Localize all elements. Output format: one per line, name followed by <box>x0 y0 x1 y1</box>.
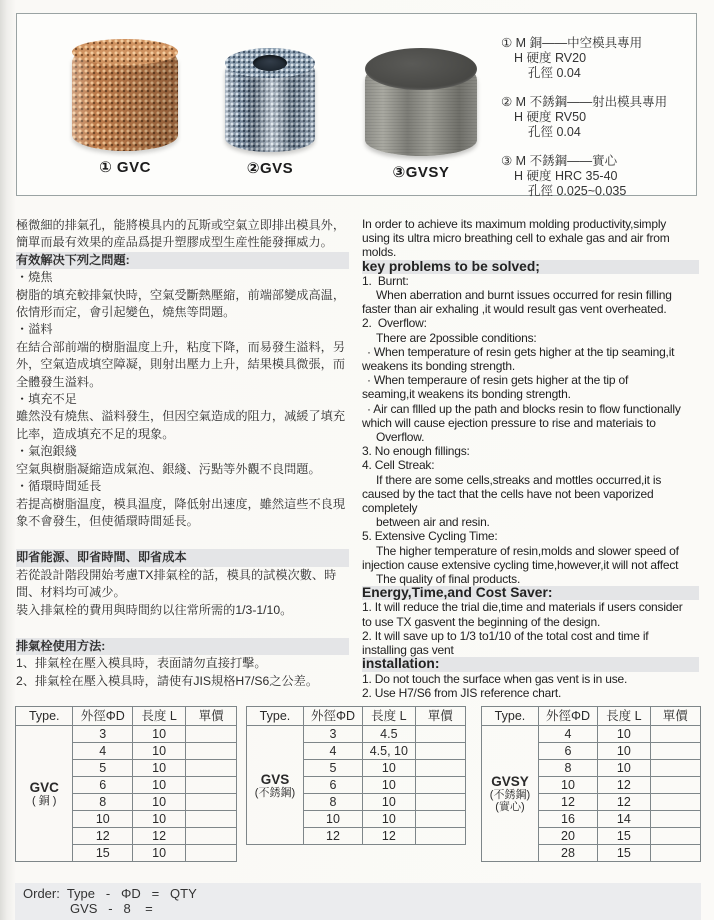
diameter-cell: 28 <box>538 845 597 862</box>
price-cell <box>650 777 700 794</box>
price-cell <box>186 845 237 862</box>
text-line: In order to achieve its maximum molding productivity,simply <box>362 217 667 231</box>
text-line: 2、排氣栓在壓入模具時，請使有JIS規格H7/S6之公差。 <box>16 673 319 688</box>
length-cell: 10 <box>133 845 186 862</box>
diameter-cell: 8 <box>538 760 597 777</box>
diameter-cell: 16 <box>538 811 597 828</box>
text-line: to use TX gasvent the beginning of the design. <box>362 614 601 629</box>
text-line: molds. <box>362 245 397 260</box>
text-line: · When temperaure of resin gets higher at the tip of <box>367 373 629 388</box>
type-code: GVSY <box>491 774 529 789</box>
text-line: 4. Cell Streak: <box>362 458 435 473</box>
product-gvsy <box>365 48 477 181</box>
spec-note-pore-size: 孔徑 0.04 <box>528 66 581 80</box>
price-cell <box>186 811 237 828</box>
chinese-text-column <box>16 217 349 690</box>
column-header: 長度 L <box>363 707 416 726</box>
length-cell: 12 <box>598 777 651 794</box>
product-label-gvc: ① GVC <box>99 159 151 176</box>
text-line: 1、排氣栓在壓入模具時，表面請勿直接打擊。 <box>16 656 267 671</box>
text-line: 極微細的排氣孔，能將模具内的瓦斯或空氣立即排出模具外， <box>16 218 346 232</box>
diameter-cell: 6 <box>73 777 133 794</box>
price-cell <box>650 811 700 828</box>
section-heading: 排氣栓使用方法: <box>16 638 349 655</box>
length-cell: 4.5, 10 <box>363 743 416 760</box>
text-line: 樹脂的填充較排氣快時，空氣受斷熱壓縮，前端部變成高温， <box>16 287 346 302</box>
diameter-cell: 12 <box>73 828 133 845</box>
table-row <box>482 726 701 743</box>
text-line: ・溢料 <box>16 322 53 337</box>
gvc-cylinder-body <box>72 51 178 151</box>
spec-note <box>501 95 697 140</box>
diameter-cell: 4 <box>73 743 133 760</box>
gvs-center-hole <box>253 55 287 71</box>
column-header: 外徑ΦD <box>538 707 597 726</box>
text-line: 5. Extensive Cycling Time: <box>362 529 498 544</box>
text-line: 2. Use H7/S6 from JIS reference chart. <box>362 685 562 700</box>
text-line: 在結合部前端的樹脂温度上升，粘度下降，而易發生溢料，另 <box>16 339 346 354</box>
spec-note-hardness: H 硬度 RV50 <box>514 110 587 124</box>
spec-note-hardness: H 硬度 RV20 <box>514 51 587 65</box>
product-label-gvsy: ③GVSY <box>392 164 450 181</box>
text-line: The quality of final products. <box>376 572 521 587</box>
gvc-cylinder-top <box>72 39 178 65</box>
diameter-cell: 6 <box>303 777 362 794</box>
text-line: weakens its bonding strength. <box>362 359 515 374</box>
text-line: 2. It will save up to 1/3 to1/10 of the total cost and time if <box>362 628 649 643</box>
length-cell: 10 <box>133 777 186 794</box>
text-line: 全體發生溢料。 <box>16 374 102 389</box>
length-cell: 10 <box>133 743 186 760</box>
text-line: ・燒焦 <box>16 270 53 285</box>
product-label-gvs: ②GVS <box>246 160 294 177</box>
price-cell <box>650 845 700 862</box>
length-cell: 10 <box>133 811 186 828</box>
type-material: (不銹鋼) <box>489 789 531 801</box>
column-header: 外徑ΦD <box>73 707 133 726</box>
diameter-cell: 12 <box>303 828 362 845</box>
spec-note-material: ② M 不銹鋼——射出模具專用 <box>501 95 668 109</box>
diameter-cell: 10 <box>538 777 597 794</box>
price-cell <box>650 760 700 777</box>
type-cell <box>482 726 539 862</box>
price-cell <box>415 828 465 845</box>
product-photo-panel <box>16 13 697 196</box>
type-material: ( 銅 ) <box>32 795 57 807</box>
section-heading: 有效解决下列之問題: <box>16 252 349 269</box>
product-gvc <box>72 39 178 176</box>
column-header: Type. <box>16 707 73 726</box>
column-header: 單價 <box>415 707 465 726</box>
diameter-cell: 12 <box>538 794 597 811</box>
text-line: 外，空氣造成填空障凝，則射出壓力上升，結果模具微張，而 <box>16 357 346 372</box>
order-format-line: Order: Type - ΦD = QTY <box>23 886 197 901</box>
spec-note-material: ③ M 不銹鋼——實心 <box>501 154 618 168</box>
text-line: There are 2possible conditions: <box>376 330 537 345</box>
text-line: 空氣與樹脂凝縮造成氣泡、銀綫、污點等外觀不良問題。 <box>16 461 321 476</box>
length-cell: 10 <box>133 760 186 777</box>
text-line: 比率，造成填充不足的現象。 <box>16 426 175 441</box>
text-line: · When temperature of resin gets higher at the tip seaming,it <box>367 344 675 359</box>
length-cell: 14 <box>598 811 651 828</box>
length-cell: 15 <box>598 845 651 862</box>
diameter-cell: 10 <box>73 811 133 828</box>
order-example-line: GVS - 8 = <box>70 901 153 916</box>
type-cell <box>16 726 73 862</box>
length-cell: 10 <box>363 811 416 828</box>
text-line: Overflow. <box>376 430 425 445</box>
price-cell <box>186 726 237 743</box>
text-line: If there are some cells,streaks and mottles occurred,it is <box>376 472 662 487</box>
price-cell <box>415 777 465 794</box>
text-line: 1. Burnt: <box>362 273 409 288</box>
diameter-cell: 4 <box>303 743 362 760</box>
spec-table <box>246 706 466 845</box>
diameter-cell: 20 <box>538 828 597 845</box>
length-cell: 12 <box>363 828 416 845</box>
text-line: 1. Do not touch the surface when gas vent is in use. <box>362 671 628 686</box>
gvsy-solid-cylinder-image <box>365 48 477 156</box>
diameter-cell: 6 <box>538 743 597 760</box>
text-line: using its ultra micro breathing cell to exhale gas and air from <box>362 231 670 246</box>
text-line: 象不會發生，但使循環時間延長。 <box>16 513 199 528</box>
price-cell <box>186 794 237 811</box>
order-format-note <box>15 883 701 920</box>
spec-note-hardness: H 硬度 HRC 35-40 <box>514 169 618 183</box>
text-line: between air and resin. <box>376 515 490 530</box>
price-cell <box>650 743 700 760</box>
table-row <box>247 726 466 743</box>
price-cell <box>415 760 465 777</box>
length-cell: 10 <box>363 760 416 777</box>
text-line: faster than air exhaling ,it would result gas vent overheated. <box>362 302 667 317</box>
spec-table <box>481 706 701 862</box>
diameter-cell: 3 <box>303 726 362 743</box>
text-line: The higher temperature of resin,molds and slower speed of <box>376 543 679 558</box>
length-cell: 12 <box>598 794 651 811</box>
text-line: 裝入排氣栓的費用與時間約以往常所需的1/3-1/10。 <box>16 602 293 617</box>
type-code: GVS <box>260 771 290 787</box>
gvs-steel-cylinder-image <box>225 48 315 152</box>
price-cell <box>415 726 465 743</box>
text-line: ・氣泡銀綫 <box>16 444 77 459</box>
price-cell <box>650 794 700 811</box>
gvc-copper-cylinder-image <box>72 39 178 151</box>
length-cell: 4.5 <box>363 726 416 743</box>
text-line: 依情形而定，會引起變色，燒焦等問題。 <box>16 305 236 320</box>
column-header: 長度 L <box>598 707 651 726</box>
diameter-cell: 5 <box>73 760 133 777</box>
text-line: caused by the tact that the cells have not been vaporized <box>362 486 654 501</box>
spec-note-material: ① M 銅——中空模具專用 <box>501 36 643 50</box>
text-line: seaming,it weakens its bonding strength. <box>362 387 571 402</box>
column-header: 單價 <box>650 707 700 726</box>
diameter-cell: 3 <box>73 726 133 743</box>
diameter-cell: 10 <box>303 811 362 828</box>
price-cell <box>650 828 700 845</box>
spec-note-pore-size: 孔徑 0.025~0.035 <box>528 184 627 198</box>
price-cell <box>186 760 237 777</box>
column-header: 單價 <box>186 707 237 726</box>
text-line: completely <box>362 501 418 516</box>
spec-note <box>501 154 697 199</box>
text-line: 雖然没有燒焦、溢料發生，但因空氣造成的阻力，减緩了填充 <box>16 409 346 424</box>
column-header: 外徑ΦD <box>303 707 362 726</box>
section-heading: key problems to be solved; <box>362 260 699 274</box>
text-line: 間、材料均可减少。 <box>16 585 126 600</box>
length-cell: 10 <box>363 794 416 811</box>
spec-note-pore-size: 孔徑 0.04 <box>528 125 581 139</box>
text-line: which will cause ejection pressure to rise and materiais to <box>362 415 656 430</box>
column-header: 長度 L <box>133 707 186 726</box>
size-table-gvs <box>246 706 466 845</box>
price-cell <box>415 794 465 811</box>
material-spec-notes <box>501 36 697 213</box>
size-table-gvc <box>15 706 237 862</box>
table-row <box>16 726 237 743</box>
diameter-cell: 4 <box>538 726 597 743</box>
text-line: 簡單而最有效果的産品爲提升塑膠成型生産性能發揮威力。 <box>16 235 333 250</box>
length-cell: 10 <box>133 726 186 743</box>
length-cell: 10 <box>598 726 651 743</box>
length-cell: 10 <box>363 777 416 794</box>
type-code: GVC <box>29 780 59 795</box>
product-gvs <box>225 48 315 177</box>
type-material: (實心) <box>495 801 525 813</box>
text-line: 2. Overflow: <box>362 316 427 331</box>
length-cell: 15 <box>598 828 651 845</box>
price-cell <box>415 811 465 828</box>
diameter-cell: 8 <box>303 794 362 811</box>
price-cell <box>186 777 237 794</box>
size-table-gvsy <box>481 706 701 862</box>
column-header: Type. <box>482 707 539 726</box>
text-line: 3. No enough fillings: <box>362 444 470 459</box>
text-line: When aberration and burnt issues occurred for resin filling <box>376 288 672 303</box>
diameter-cell: 8 <box>73 794 133 811</box>
text-line: 若提高樹脂温度，模具温度，降低射出速度，雖然這些不良現 <box>16 496 346 511</box>
column-header: Type. <box>247 707 304 726</box>
text-line: 1. It will reduce the trial die,time and materials if users consider <box>362 600 683 615</box>
type-material: (不銹鋼) <box>254 786 296 799</box>
diameter-cell: 15 <box>73 845 133 862</box>
section-heading: Energy,Time,and Cost Saver: <box>362 586 699 600</box>
text-line: injection cause extensive cycling time,however,it will not affect <box>362 557 679 572</box>
text-line: ・填充不足 <box>16 392 77 407</box>
english-text-column <box>362 217 699 700</box>
section-heading: 即省能源、即省時間、即省成本 <box>16 549 349 566</box>
gvsy-cylinder-top <box>365 48 477 90</box>
type-cell <box>247 726 304 845</box>
text-line: · Air can fllled up the path and blocks resin to flow functionally <box>367 401 681 416</box>
price-cell <box>650 726 700 743</box>
text-line: 若從設計階段開始考慮TX排氣栓的話，模具的試模次數、時 <box>16 567 337 582</box>
section-heading: installation: <box>362 657 699 671</box>
diameter-cell: 5 <box>303 760 362 777</box>
spec-note <box>501 36 697 81</box>
length-cell: 10 <box>133 794 186 811</box>
price-cell <box>415 743 465 760</box>
length-cell: 12 <box>133 828 186 845</box>
text-line: ・循環時間延長 <box>16 479 102 494</box>
spec-table <box>15 706 237 862</box>
length-cell: 10 <box>598 760 651 777</box>
length-cell: 10 <box>598 743 651 760</box>
price-cell <box>186 743 237 760</box>
price-cell <box>186 828 237 845</box>
text-line: installing gas vent <box>362 643 454 658</box>
